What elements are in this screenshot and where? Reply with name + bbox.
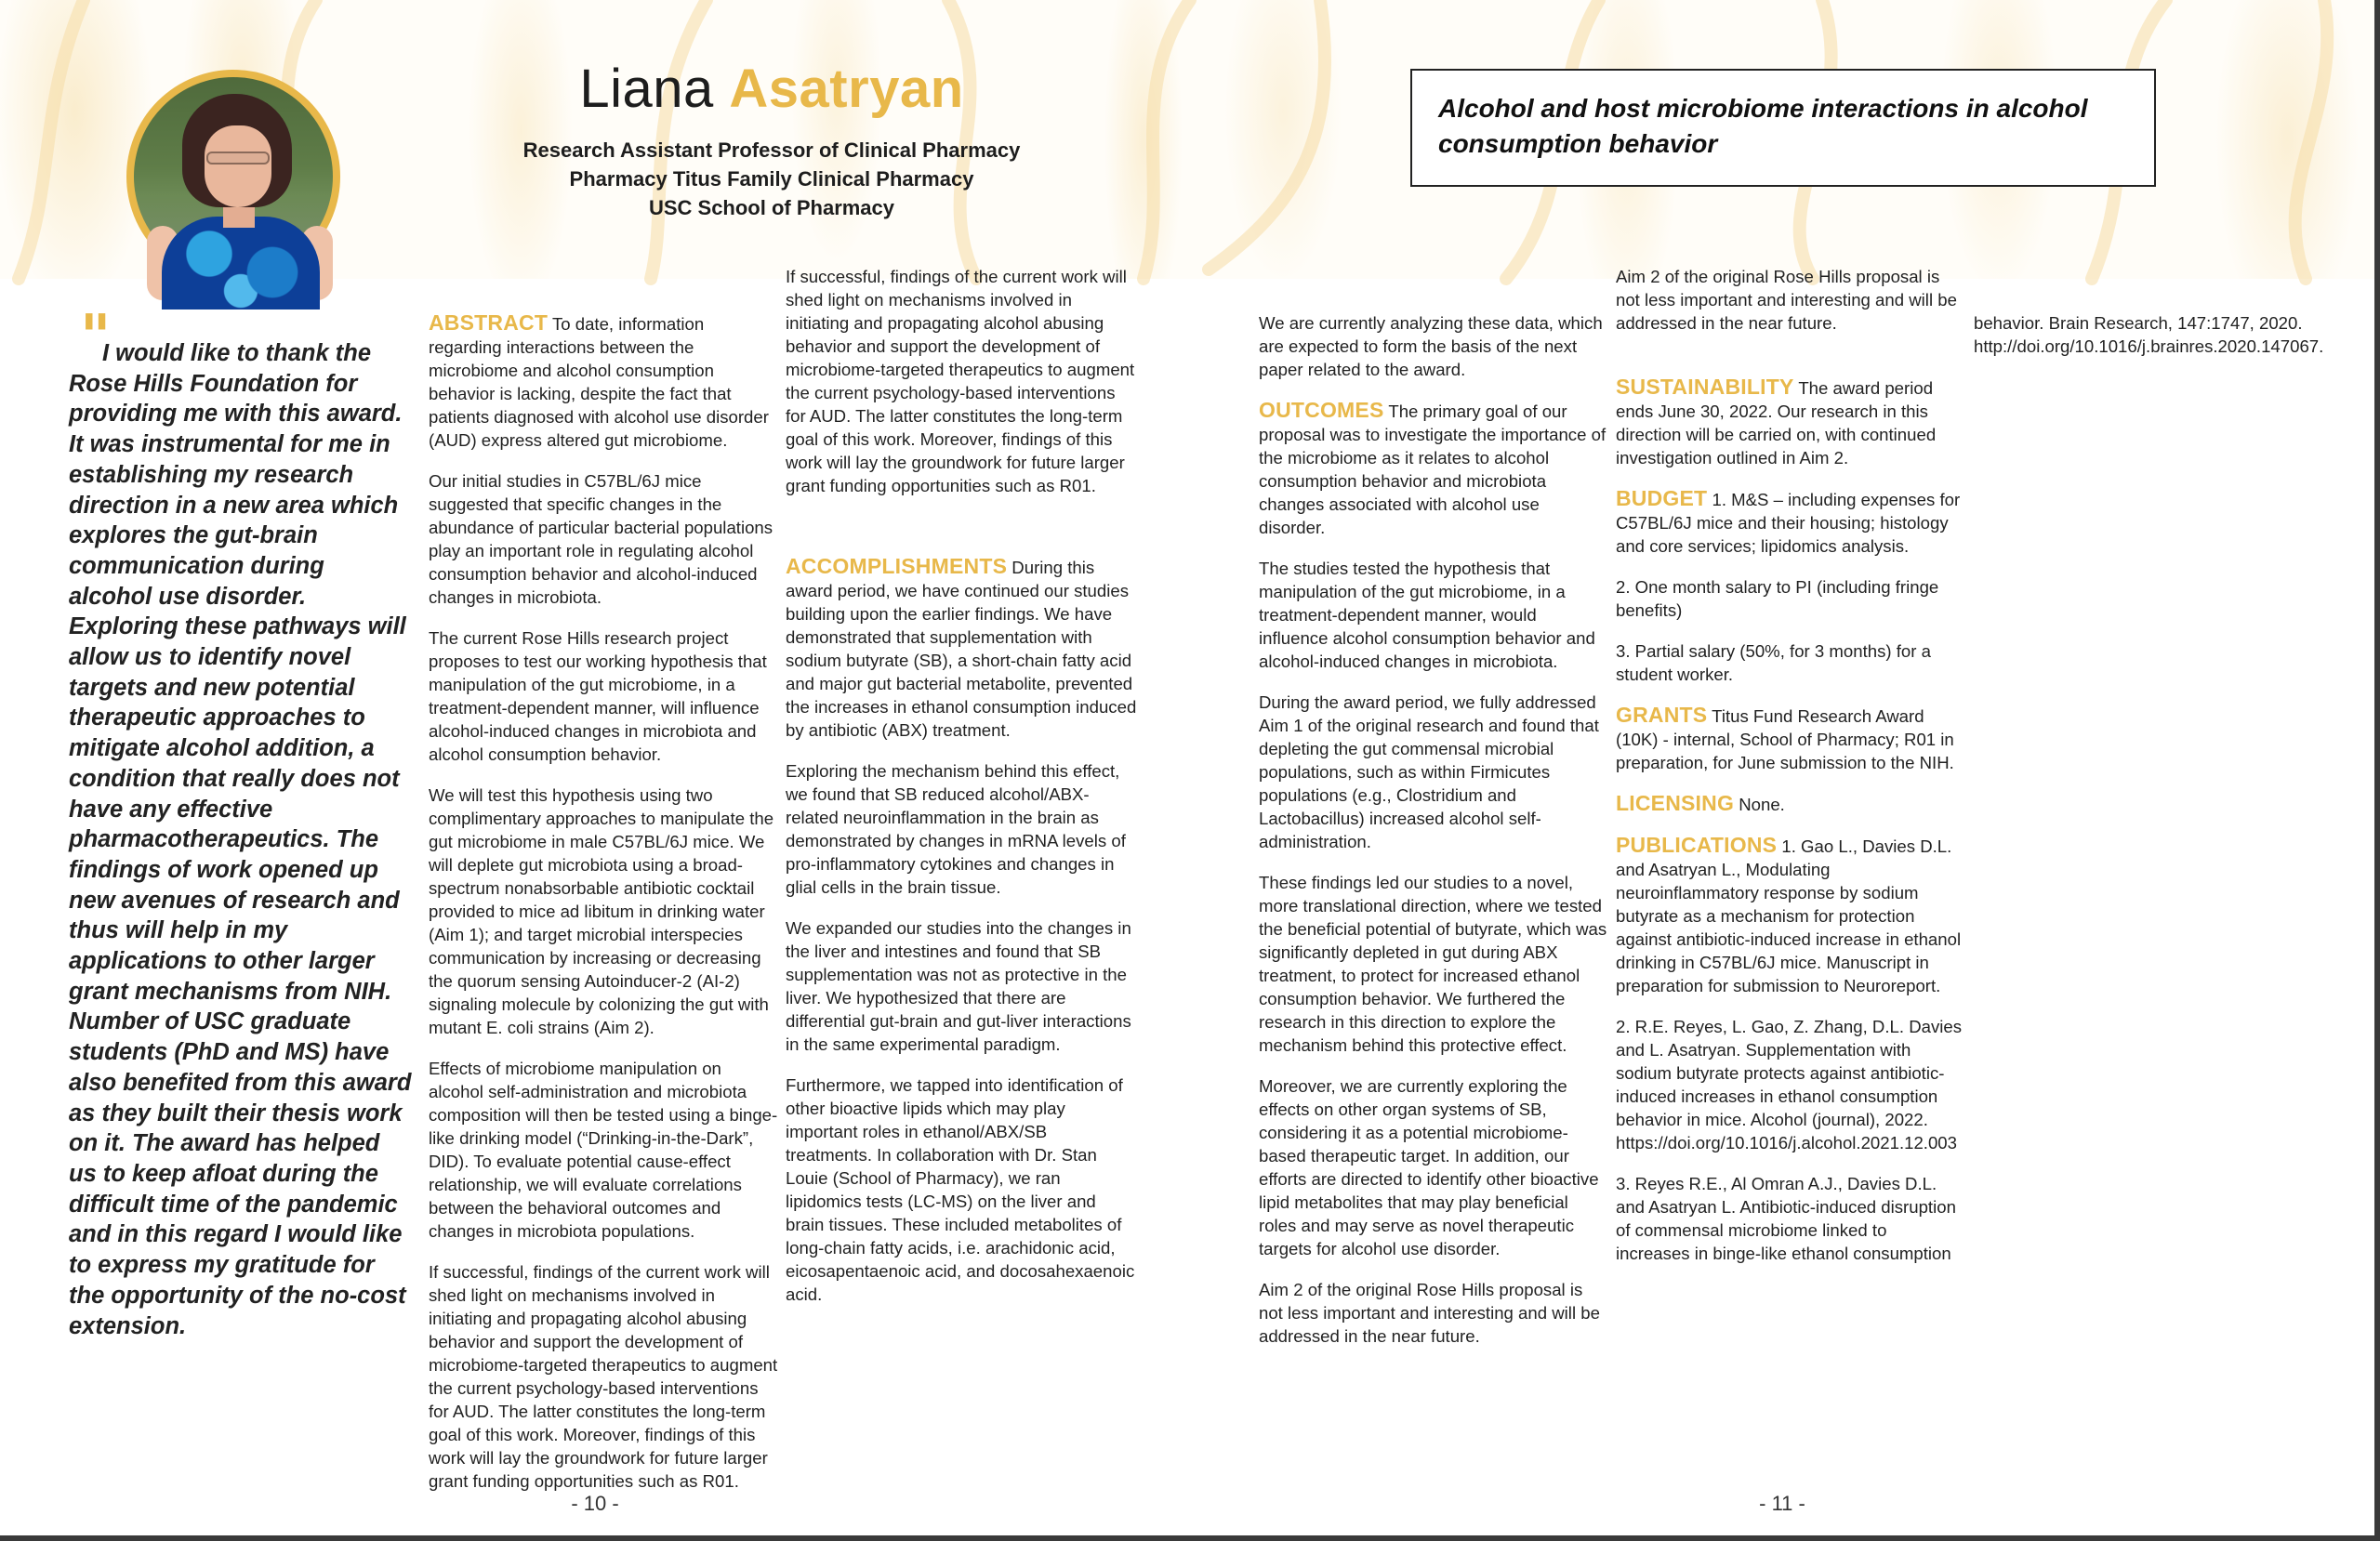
affiliation-line: USC School of Pharmacy	[648, 196, 895, 219]
section-heading-grants: GRANTS	[1616, 703, 1708, 727]
affiliation	[465, 136, 1078, 222]
accomplishments-lead: During this award period, we have continued our studies building upon the earlier findings. We have demonstrated that supplementation with sodium butyrate (SB), a short-chain fatty acid and major gut bacterial metabolite, prevented the increases in ethanol consumption induced by antibiotic (ABX) treatment.	[786, 558, 1137, 740]
quote-mark-icon: "	[80, 303, 112, 372]
column-sustainability-publications	[1616, 267, 1965, 1283]
budget-item: 3. Partial salary (50%, for 3 months) for a student worker.	[1616, 641, 1931, 684]
outcomes-paragraph: Moreover, we are currently exploring the effects on other organ systems of SB, considering it as a potential microbiome-based therapeutic target. In addition, our efforts are directed to identify other bioactive lipid metabolites that may play beneficial roles and may serve as novel therapeutic targets for alcohol use disorder.	[1259, 1076, 1599, 1258]
outcomes-paragraph: Aim 2 of the original Rose Hills proposal is not less important and interesting and will be addressed in the near future.	[1259, 1280, 1600, 1346]
page-bottom-edge	[0, 1535, 2380, 1541]
abstract-paragraph: The current Rose Hills research project proposes to test our working hypothesis that manipulation of the gut microbiome, in a treatment-dependent manner, will influence alcohol-induced changes in microbiota and alcohol consumption behavior.	[429, 628, 767, 764]
publication-item: 3. Reyes R.E., Al Omran A.J., Davies D.L. and Asatryan L. Antibiotic-induced disruption of commensal microbiome linked to increases in binge-like ethanol consumption	[1616, 1174, 1956, 1263]
section-heading-sustainability: SUSTAINABILITY	[1616, 375, 1794, 399]
section-heading-outcomes: OUTCOMES	[1259, 398, 1384, 422]
section-heading-accomplishments: ACCOMPLISHMENTS	[786, 554, 1008, 578]
outcomes-continuation	[1616, 267, 1965, 358]
outcomes-paragraph: The studies tested the hypothesis that manipulation of the gut microbiome, in a treatment-dependent manner, would influence alcohol consumption behavior and alcohol-induced changes in microbiota.	[1259, 559, 1595, 671]
publication-item: 1. Gao L., Davies D.L. and Asatryan L., Modulating neuroinflammatory response by sodium butyrate as a mechanism for protection against antibiotic-induced increase in ethanol drinking in C57BL/6J mice. Manuscript in preparation for submission to Neuroreport.	[1616, 836, 1962, 995]
abstract-paragraph: Effects of microbiome manipulation on alcohol self-administration and microbiota composition will then be tested using a binge-like drinking model (“Drinking-in-the-Dark”, DID). To evaluate potential cause-effect relationship, we will evaluate correlations between the behavioral outcomes and changes in microbiota populations.	[429, 1059, 778, 1241]
testimonial-quote: I would like to thank the Rose Hills Foundation for providing me with this award. It was instrumental for me in establishing my research direction in a new area which explores the gut-brain communication during alcohol use disorder. Exploring these pathways will allow us to identify novel targets and new potential therapeutic approaches to mitigate alcohol addition, a condition that really does not have any effective pharmacotherapeutics. The findings of work opened up new avenues of research and thus will help in my applications to other larger grant mechanisms from NIH. Number of USC graduate students (PhD and MS) have also benefited from this award as they built their thesis work on it. The award has helped us to keep afloat during the difficult time of the pandemic and in this regard I would like to express my gratitude for the opportunity of the no-cost extension.	[69, 340, 412, 1339]
abstract-paragraph: If successful, findings of the current work will shed light on mechanisms involved in initiating and propagating alcohol abusing behavior and support the development of microbiome-targeted therapeutics to augment the current psychology-based interventions for AUD. The latter constitutes the long-term goal of this work. Moreover, findings of this work will lay the groundwork for future larger grant funding opportunities such as R01.	[786, 267, 1135, 495]
grants-text: Titus Fund Research Award (10K) - internal, School of Pharmacy; R01 in preparation, for June submission to the NIH.	[1616, 706, 1954, 772]
last-name: Asatryan	[729, 59, 964, 119]
affiliation-line: Pharmacy Titus Family Clinical Pharmacy	[569, 167, 974, 191]
publication-item: 2. R.E. Reyes, L. Gao, Z. Zhang, D.L. Davies and L. Asatryan. Supplementation with sodium butyrate protects against antibiotic-induced increases in ethanol consumption behavior in mice. Alcohol (journal), 2022. https://doi.org/10.1016/j.alcohol.2021.12.003	[1616, 1017, 1963, 1152]
abstract-paragraph: We will test this hypothesis using two complimentary approaches to manipulate the gut microbiome in male C57BL/6J mice. We will deplete gut microbiota using a broad-spectrum nonabsorbable antibiotic cocktail provided to mice ad libitum in drinking water (Aim 1); and target microbial interspecies communication by increasing or decreasing the quorum sensing Autoinducer-2 (AI-2) signaling molecule by colonizing the gut with mutant E. coli strains (Aim 2).	[429, 785, 774, 1037]
page-number-left: - 10 -	[571, 1492, 619, 1515]
accomplishments-paragraph: Exploring the mechanism behind this effect, we found that SB reduced alcohol/ABX-related neuroinflammation in the brain as demonstrated by changes in mRNA levels of pro-inflammatory cytokines and changes in glial cells in the brain tissue.	[786, 761, 1126, 897]
section-heading-publications: PUBLICATIONS	[1616, 833, 1778, 857]
accomplishments-paragraph: Furthermore, we tapped into identification of other bioactive lipids which may play important roles in ethanol/ABX/SB treatments. In collaboration with Dr. Stan Louie (School of Pharmacy), we ran lipidomics tests (LC-MS) on the liver and brain tissues. These included metabolites of long-chain fatty acids, i.e. arachidonic acid, eicosapentaenoic acid, and docosahexaenoic acid.	[786, 1075, 1135, 1304]
abstract-continuation	[786, 267, 1137, 544]
abstract-lead: To date, information regarding interactions between the microbiome and alcohol consumption behavior is lacking, despite the fact that patients diagnosed with alcohol use disorder (AUD) express altered gut microbiome.	[429, 314, 769, 450]
licensing-text: None.	[1739, 795, 1785, 814]
abstract-paragraph: If successful, findings of the current work will shed light on mechanisms involved in initiating and propagating alcohol abusing behavior and support the development of microbiome-targeted therapeutics to augment the current psychology-based interventions for AUD. The latter constitutes the long-term goal of this work. Moreover, findings of this work will lay the groundwork for future larger grant funding opportunities such as R01.	[429, 1262, 778, 1491]
outcomes-paragraph: During the award period, we fully addressed Aim 1 of the original research and found that depleting the gut commensal microbial populations, such as within Firmicutes populations (e.g., Clostridium and Lactobacillus) increased alcohol self-administration.	[1259, 692, 1599, 851]
column-publications-continued	[1974, 311, 2346, 375]
project-title: Alcohol and host microbiome interactions in alcohol consumption behavior	[1410, 69, 2156, 187]
budget-item: 2. One month salary to PI (including fringe benefits)	[1616, 577, 1939, 620]
column-outcomes	[1259, 311, 1610, 1346]
first-name: Liana	[579, 59, 714, 119]
researcher-name	[502, 58, 1041, 120]
accomplishments-paragraph: We expanded our studies into the changes in the liver and intestines and found that SB supplementation was not as protective in the liver. We hypothesized that there are differential gut-brain and gut-liver interactions in the same experimental paradigm.	[786, 918, 1131, 1054]
column-abstract	[429, 310, 780, 1491]
portrait-photo	[126, 70, 340, 283]
section-heading-abstract: ABSTRACT	[429, 310, 549, 335]
affiliation-line: Research Assistant Professor of Clinical Pharmacy	[522, 138, 1021, 162]
page-number-right: - 11 -	[1759, 1492, 1805, 1515]
column-accomplishments	[786, 267, 1137, 1324]
section-heading-budget: BUDGET	[1616, 486, 1708, 510]
accomplishments-paragraph: We are currently analyzing these data, which are expected to form the basis of the next paper related to the award.	[1259, 313, 1603, 379]
abstract-paragraph: Our initial studies in C57BL/6J mice suggested that specific changes in the abundance of particular bacterial populations play an important role in regulating alcohol consumption behavior and alcohol-induced changes in microbiota.	[429, 471, 774, 607]
budget-item: 1. M&S – including expenses for C57BL/6J mice and their housing; histology and core services; lipidomics analysis.	[1616, 490, 1961, 556]
outcomes-lead: The primary goal of our proposal was to investigate the importance of the microbiome as it relates to alcohol consumption behavior and microbiota changes associated with alcohol use disorder.	[1259, 402, 1606, 537]
publication-item-continued: behavior. Brain Research, 147:1747, 2020. http://doi.org/10.1016/j.brainres.2020.147067.	[1974, 313, 2324, 356]
sustainability-text: The award period ends June 30, 2022. Our research in this direction will be carried on, with continued investigation outlined in Aim 2.	[1616, 378, 1937, 468]
section-heading-licensing: LICENSING	[1616, 791, 1735, 815]
outcomes-paragraph: Aim 2 of the original Rose Hills proposal is not less important and interesting and will be addressed in the near future.	[1616, 267, 1957, 333]
page-right-edge	[2374, 0, 2380, 1541]
outcomes-paragraph: These findings led our studies to a novel, more translational direction, where we tested the beneficial potential of butyrate, which was significantly depleted in gut during ABX treatment, to protect for increased ethanol consumption behavior. We furthered the research in this direction to explore the mechanism behind this protective effect.	[1259, 873, 1607, 1055]
